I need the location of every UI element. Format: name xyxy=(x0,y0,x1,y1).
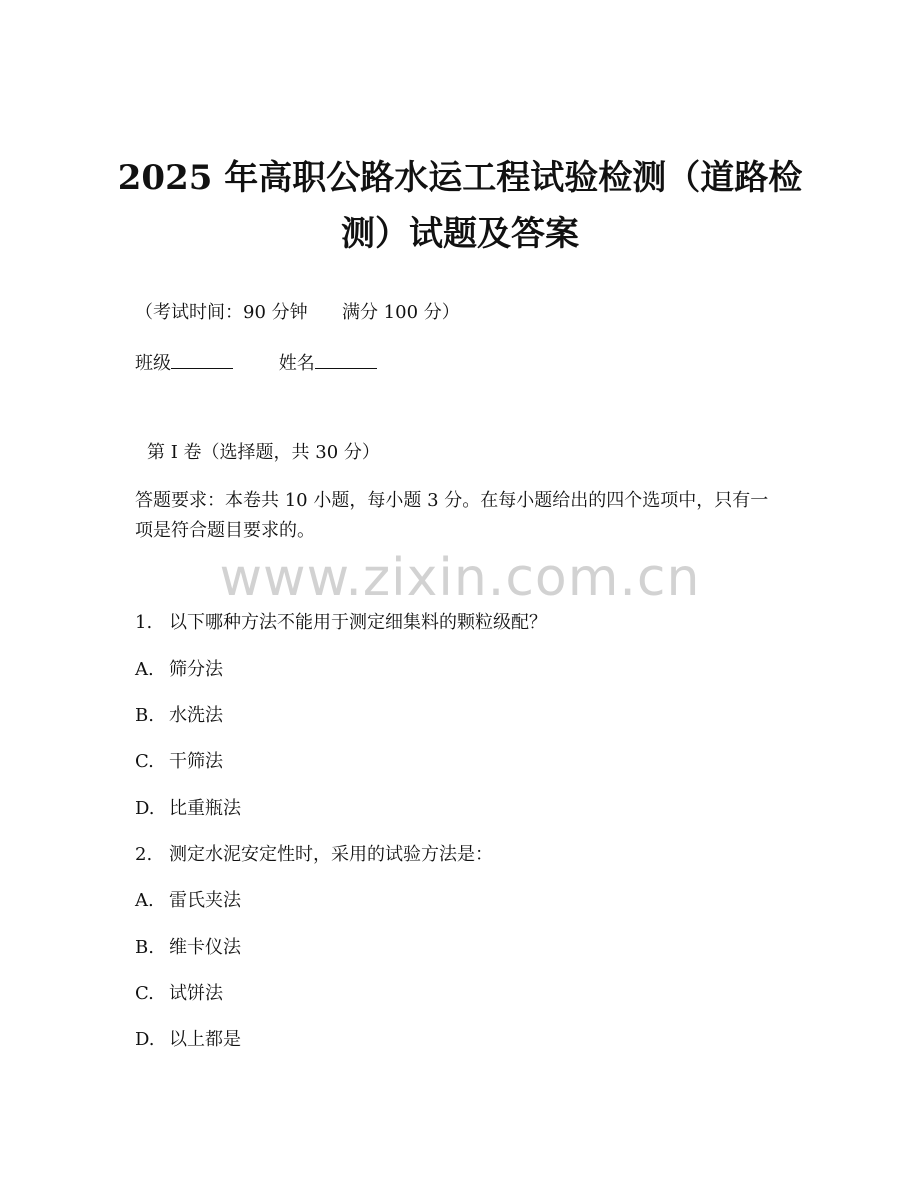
option-text: 雷氏夹法 xyxy=(169,890,241,911)
question-2-option-d xyxy=(135,1028,241,1052)
question-1-option-c xyxy=(135,750,223,774)
option-label: B. xyxy=(135,937,154,958)
question-number: 1. xyxy=(135,612,153,633)
question-2-option-b xyxy=(135,936,241,960)
document-title xyxy=(110,150,810,262)
question-text: 测定水泥安定性时，采用的试验方法是： xyxy=(169,844,493,865)
option-label: D. xyxy=(135,798,155,819)
question-number: 2. xyxy=(135,844,153,865)
instructions: 答题要求：本卷共 10 小题，每小题 3 分。在每小题给出的四个选项中，只有一项是符合题目要求的。 xyxy=(135,490,769,541)
option-label: D. xyxy=(135,1029,155,1050)
option-text: 水洗法 xyxy=(169,705,223,726)
question-2 xyxy=(135,843,493,867)
question-text: 以下哪种方法不能用于测定细集料的颗粒级配？ xyxy=(169,612,547,633)
name-blank xyxy=(315,350,377,369)
title-line-1: 2025 年高职公路水运工程试验检测（道路检 xyxy=(117,158,803,198)
option-label: A. xyxy=(135,890,154,911)
watermark: www.zixin.com.cn xyxy=(219,548,701,608)
option-text: 筛分法 xyxy=(169,659,223,680)
option-label: C. xyxy=(135,983,154,1004)
exam-meta: （考试时间：90 分钟 满分 100 分） xyxy=(135,302,460,323)
option-text: 试饼法 xyxy=(169,983,223,1004)
option-text: 干筛法 xyxy=(169,751,223,772)
question-1 xyxy=(135,611,547,635)
class-label: 班级 xyxy=(135,353,171,374)
question-1-option-a xyxy=(135,658,223,682)
student-info-line xyxy=(135,350,377,376)
option-text: 维卡仪法 xyxy=(169,937,241,958)
question-2-option-a xyxy=(135,889,241,913)
question-1-option-d xyxy=(135,797,241,821)
option-label: A. xyxy=(135,659,154,680)
section-title: 第 I 卷（选择题，共 30 分） xyxy=(147,442,380,463)
option-label: C. xyxy=(135,751,154,772)
title-line-2: 测）试题及答案 xyxy=(341,214,579,254)
class-blank xyxy=(171,350,233,369)
option-label: B. xyxy=(135,705,154,726)
question-2-option-c xyxy=(135,982,223,1006)
name-label: 姓名 xyxy=(278,353,315,374)
question-1-option-b xyxy=(135,704,223,728)
option-text: 以上都是 xyxy=(169,1029,241,1050)
option-text: 比重瓶法 xyxy=(169,798,241,819)
